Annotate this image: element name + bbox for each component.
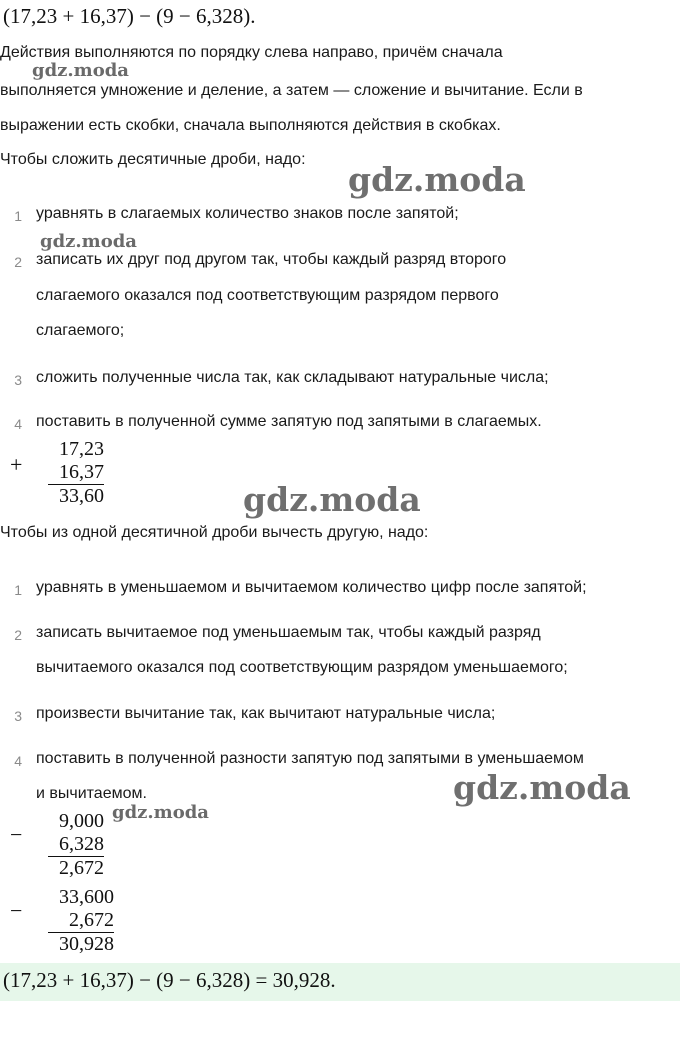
subtraction-step-number: 2 — [14, 627, 22, 643]
addition-step-number: 4 — [14, 416, 22, 432]
addition-step-number: 3 — [14, 372, 22, 388]
subtraction-step-text: и вычитаемом. — [36, 785, 147, 802]
subtraction-step-number: 1 — [14, 582, 22, 598]
watermark: gdz.moda — [243, 480, 421, 519]
header-expression: (17,23 + 16,37) − (9 − 6,328). — [3, 4, 256, 28]
watermark: gdz.moda — [453, 768, 631, 807]
intro-line-1: Действия выполняются по порядку слева направо, причём сначала — [0, 44, 503, 61]
watermark: gdz.moda — [32, 60, 129, 81]
subtraction-step-number: 3 — [14, 708, 22, 724]
sum-result: 33,60 — [59, 485, 104, 507]
difference-result: 2,672 — [59, 857, 104, 879]
addend-top: 17,23 — [59, 438, 104, 460]
subtraction-column-2 — [48, 886, 114, 956]
subtrahend: 6,328 — [48, 833, 104, 857]
minus-operator: − — [10, 822, 23, 847]
watermark: gdz.moda — [40, 231, 137, 252]
subtraction-heading: Чтобы из одной десятичной дроби вычесть другую, надо: — [0, 524, 429, 541]
minus-operator: − — [10, 898, 23, 923]
subtraction-step-text: уравнять в уменьшаемом и вычитаемом количество цифр после запятой; — [36, 579, 587, 596]
watermark: gdz.moda — [348, 160, 526, 199]
addition-step-text: записать их друг под другом так, чтобы каждый разряд второго — [36, 251, 507, 268]
difference-result: 30,928 — [59, 933, 114, 955]
watermark: gdz.moda — [112, 802, 209, 823]
subtraction-step-text: поставить в полученной разности запятую под запятыми в уменьшаемом — [36, 750, 584, 767]
addition-heading: Чтобы сложить десятичные дроби, надо: — [0, 151, 306, 168]
subtraction-step-number: 4 — [14, 753, 22, 769]
addition-step-text: слагаемого; — [36, 322, 125, 339]
addition-step-text: сложить полученные числа так, как складывают натуральные числа; — [36, 369, 549, 386]
subtraction-step-text: записать вычитаемое под уменьшаемым так, чтобы каждый разряд — [36, 624, 541, 641]
subtraction-step-text: вычитаемого оказался под соответствующим разрядом уменьшаемого; — [36, 659, 568, 676]
addition-step-text: слагаемого оказался под соответствующим разрядом первого — [36, 287, 499, 304]
addition-step-number: 2 — [14, 254, 22, 270]
addition-step-text: уравнять в слагаемых количество знаков после запятой; — [36, 205, 459, 222]
intro-line-2: выполняется умножение и деление, а затем — сложение и вычитание. Если в — [0, 82, 583, 99]
minuend: 9,000 — [59, 810, 104, 832]
addition-step-text: поставить в полученной сумме запятую под запятыми в слагаемых. — [36, 413, 542, 430]
intro-line-3: выражении есть скобки, сначала выполняются действия в скобках. — [0, 117, 501, 134]
subtraction-column-1 — [48, 810, 104, 880]
subtrahend: 2,672 — [48, 909, 114, 933]
addend-bottom: 16,37 — [48, 461, 104, 485]
final-answer: (17,23 + 16,37) − (9 − 6,328) = 30,928. — [3, 968, 336, 992]
subtraction-step-text: произвести вычитание так, как вычитают натуральные числа; — [36, 705, 496, 722]
plus-operator: + — [10, 452, 23, 477]
addition-step-number: 1 — [14, 208, 22, 224]
minuend: 33,600 — [59, 886, 114, 908]
addition-column — [48, 438, 104, 508]
